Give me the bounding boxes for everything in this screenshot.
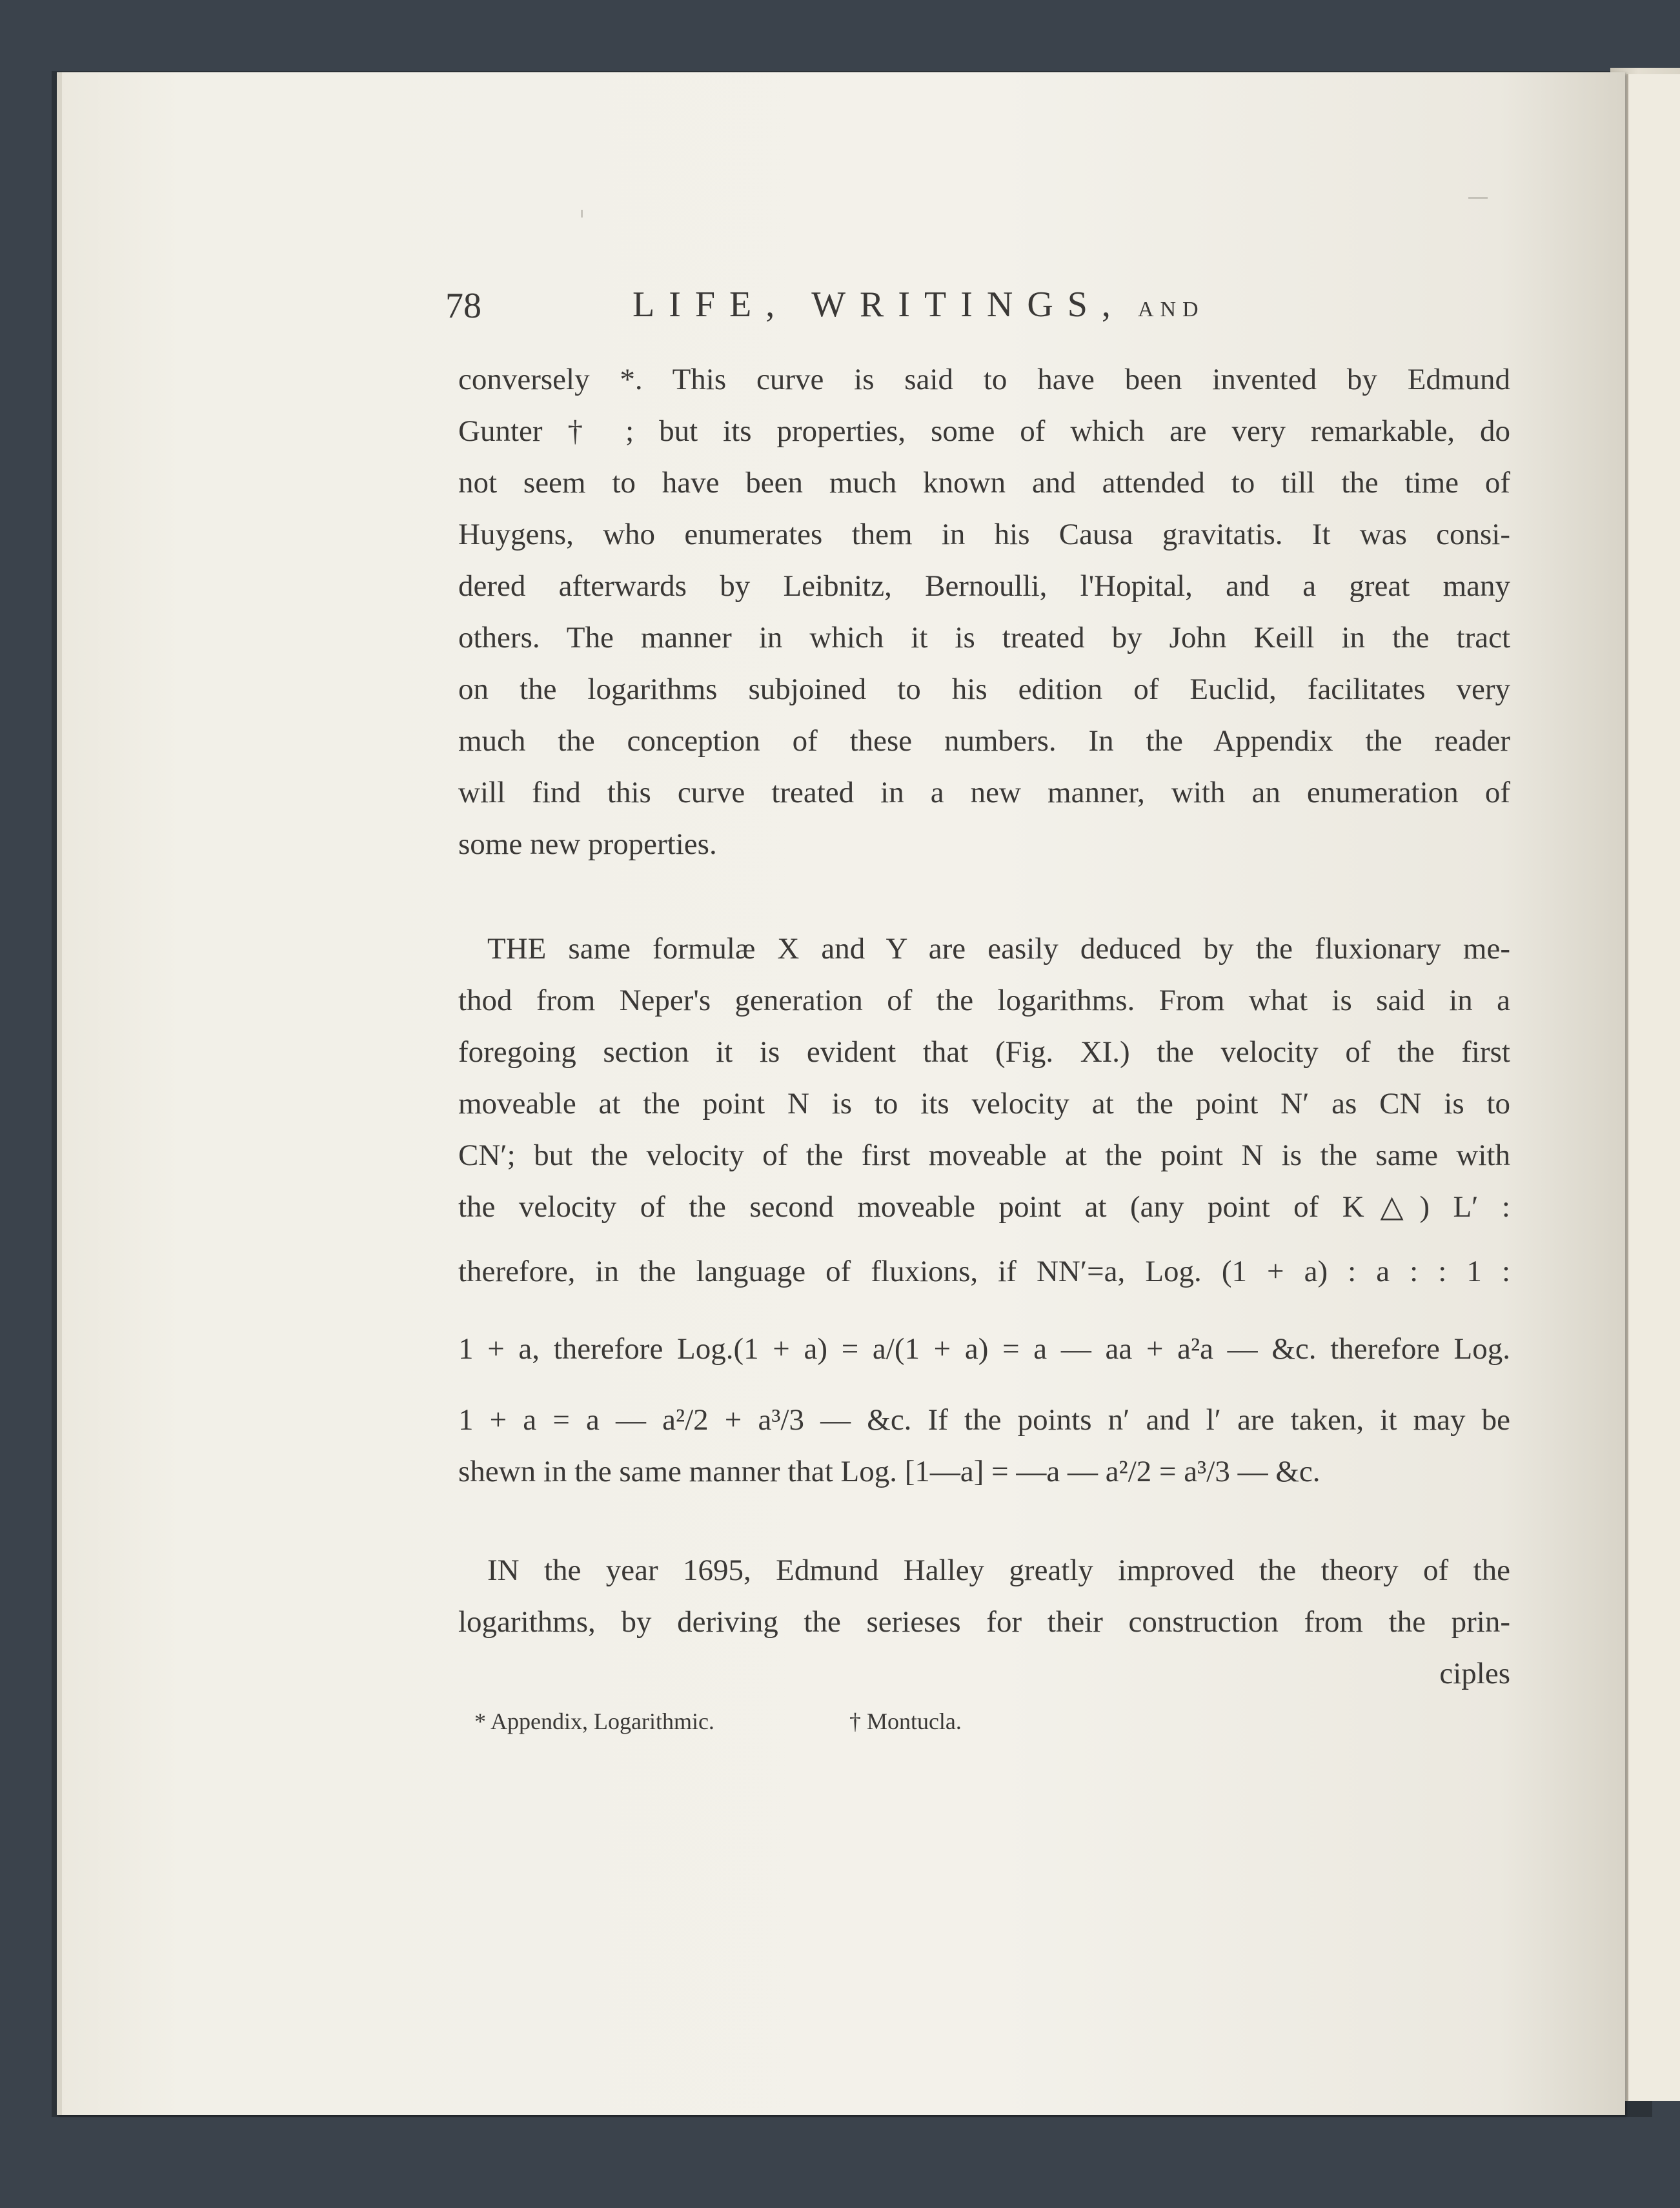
paper-speck	[581, 210, 583, 218]
text-line: 1 + a, therefore Log.(1 + a) = a/(1 + a) = a — aa + a²a — &c. therefore Log.	[458, 1332, 1510, 1366]
text-line: will find this curve treated in a new manner, with an enumeration of	[458, 776, 1510, 809]
text-line: logarithms, by deriving the serieses for their construction from the prin-	[458, 1605, 1510, 1639]
text-line: Huygens, who enumerates them in his Causa gravitatis. It was consi-	[458, 518, 1510, 551]
paragraph-halley	[458, 1545, 1510, 1699]
footnote: * Appendix, Logarithmic.	[474, 1708, 714, 1734]
text-line: on the logarithms subjoined to his edition of Euclid, facilitates very	[458, 673, 1510, 706]
text-line: IN the year 1695, Edmund Halley greatly improved the theory of the	[487, 1554, 1510, 1587]
text-line: thod from Neper's generation of the logarithms. From what is said in a	[458, 984, 1510, 1017]
page-number: 78	[445, 286, 481, 326]
text-line: dered afterwards by Leibnitz, Bernoulli, l'Hopital, and a great many	[458, 569, 1510, 603]
paper-speck	[1468, 197, 1488, 199]
text-line: shewn in the same manner that Log. [1—a] = —a — a²/2 = a³/3 — &c.	[458, 1455, 1321, 1488]
text-line: therefore, in the language of fluxions, if NN′=a, Log. (1 + a) : a : : 1 :	[458, 1255, 1510, 1288]
text-line: not seem to have been much known and attended to till the time of	[458, 466, 1510, 500]
text-line: some new properties.	[458, 827, 717, 861]
footnotes	[474, 1708, 962, 1735]
running-head	[633, 284, 1205, 325]
text-line: 1 + a = a — a²/2 + a³/3 — &c. If the points n′ and l′ are taken, it may be	[458, 1403, 1510, 1437]
text-line: conversely *. This curve is said to have been invented by Edmund	[458, 363, 1510, 396]
text-line: foregoing section it is evident that (Fig. XI.) the velocity of the first	[458, 1035, 1510, 1069]
paragraph-fluxions	[458, 923, 1510, 1497]
text-line: others. The manner in which it is treated by John Keill in the tract	[458, 621, 1510, 654]
catchword: ciples	[1439, 1657, 1510, 1690]
text-line: the velocity of the second moveable point at (any point of K△) L′ :	[458, 1190, 1510, 1224]
running-head-and: AND	[1137, 298, 1205, 321]
footnote: † Montucla.	[849, 1708, 962, 1734]
running-head-title: LIFE, WRITINGS,	[633, 285, 1125, 325]
text-line: much the conception of these numbers. In the Appendix the reader	[458, 724, 1510, 758]
text-line: moveable at the point N is to its velocity at the point N′ as CN is to	[458, 1087, 1510, 1120]
page-edge	[57, 72, 62, 2115]
facing-page-edge	[1626, 74, 1680, 2101]
text-line: Gunter † ; but its properties, some of which are very remarkable, do	[458, 414, 1510, 448]
text-line: CN′; but the velocity of the first moveable at the point N is the same with	[458, 1139, 1510, 1172]
text-line: THE same formulæ X and Y are easily deduced by the fluxionary me-	[487, 932, 1510, 966]
paragraph-curve	[458, 354, 1510, 870]
